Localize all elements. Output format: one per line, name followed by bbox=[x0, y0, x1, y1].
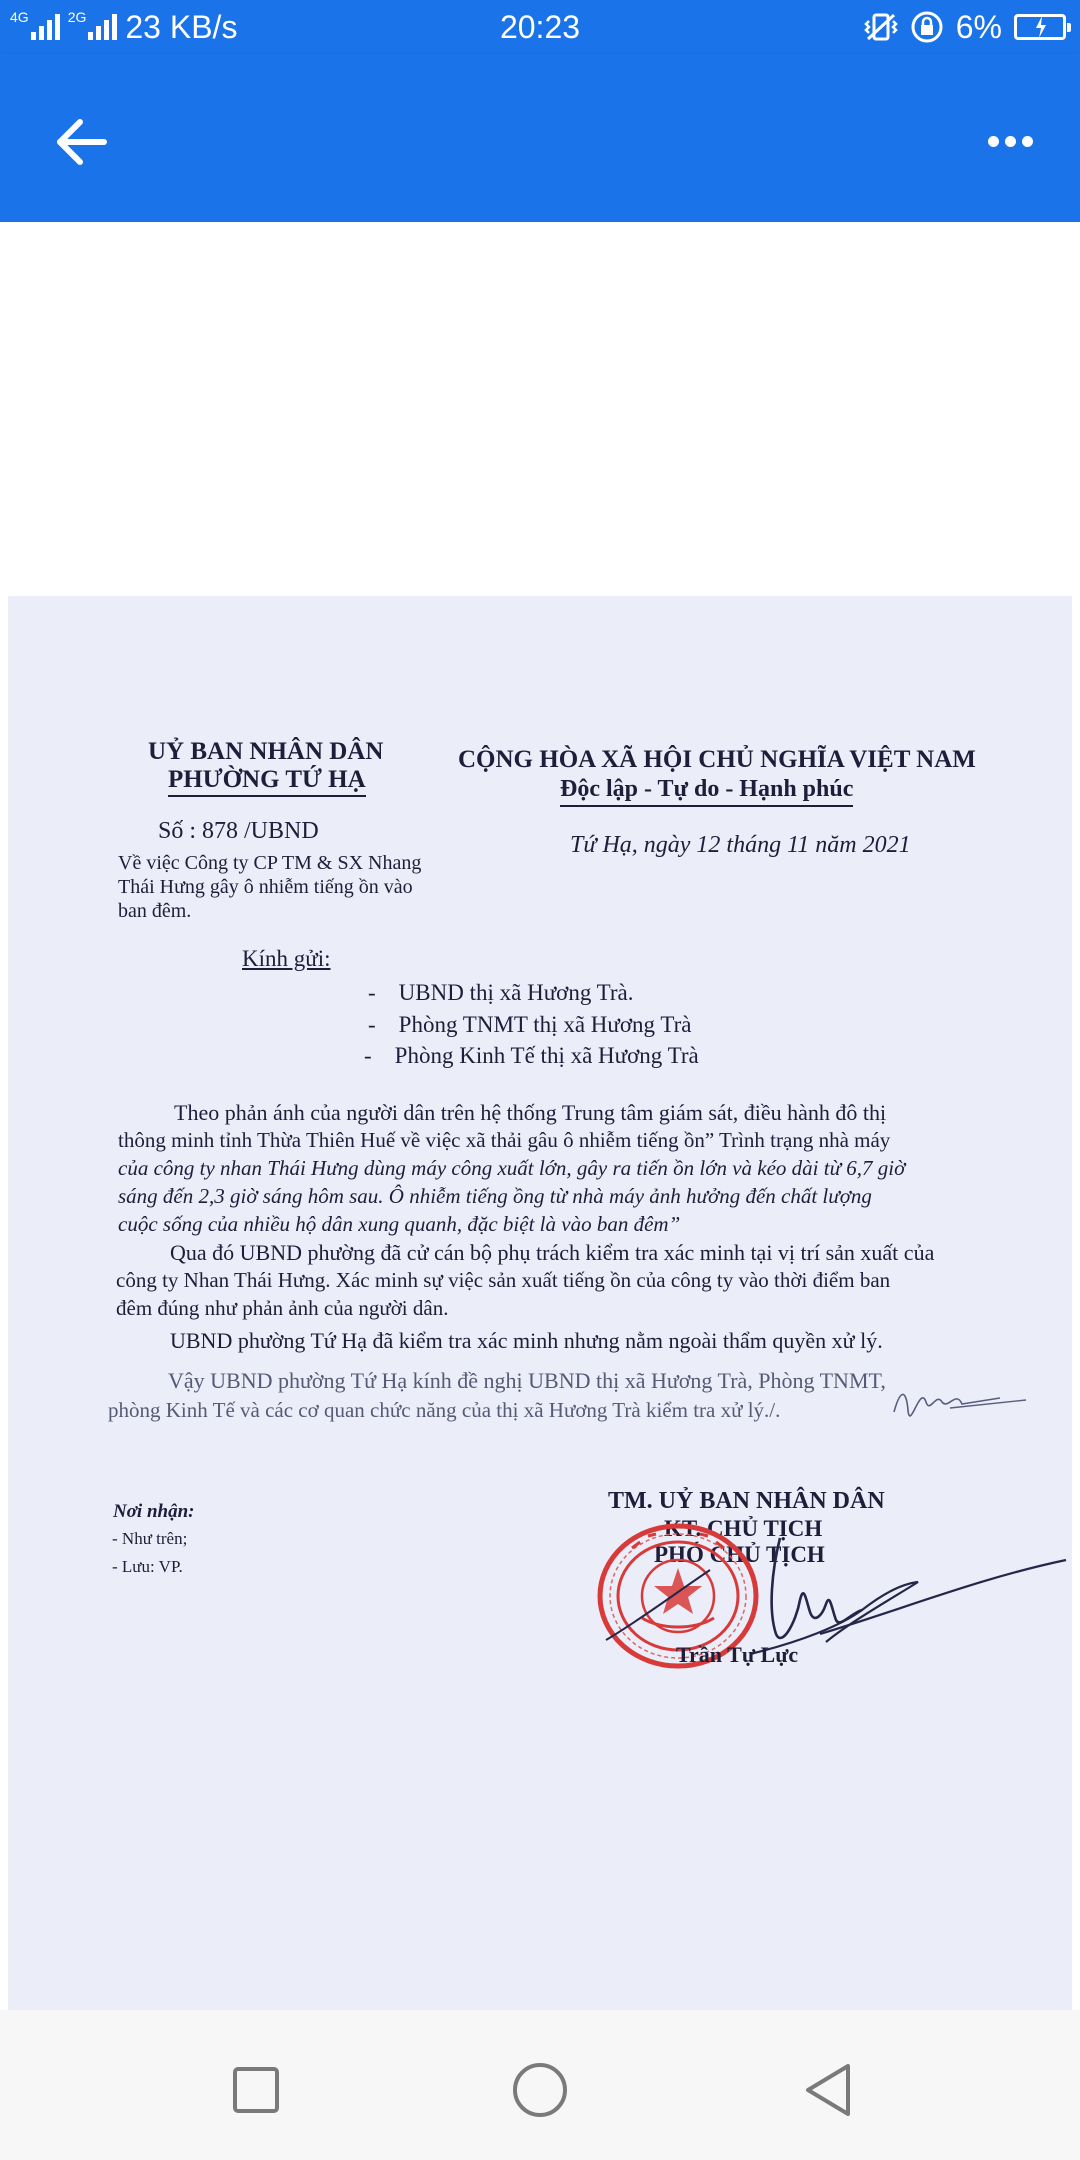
subject-line: Thái Hưng gây ô nhiễm tiếng ồn vào bbox=[118, 876, 413, 898]
network-4g-label: 4G bbox=[10, 9, 29, 25]
subject-line: Về việc Công ty CP TM & SX Nhang bbox=[118, 852, 422, 874]
signer-name: Trần Tự Lực bbox=[676, 1642, 799, 1667]
recipient-text: Phòng Kinh Tế thị xã Hương Trà bbox=[394, 1043, 699, 1068]
date-line: Tứ Hạ, ngày 12 tháng 11 năm 2021 bbox=[570, 832, 911, 858]
initial-scribble-icon bbox=[890, 1380, 1030, 1420]
handwritten-signature-icon bbox=[600, 1530, 1070, 1670]
body-line: cuộc sống của nhiều hộ dân xung quanh, đặc biệt là vào ban đêm” bbox=[118, 1212, 681, 1236]
more-options-button[interactable] bbox=[980, 116, 1040, 166]
system-nav-bar bbox=[0, 2010, 1080, 2160]
more-dot bbox=[1005, 136, 1016, 147]
square-recents-icon bbox=[216, 2050, 296, 2130]
circle-home-icon bbox=[500, 2050, 580, 2130]
recipient-text: UBND thị xã Hương Trà. bbox=[398, 980, 634, 1005]
body-line: Theo phản ánh của người dân trên hệ thống Trung tâm giám sát, điều hành đô thị bbox=[174, 1100, 887, 1125]
network-2g-label: 2G bbox=[67, 9, 87, 25]
back-button[interactable] bbox=[52, 112, 112, 172]
recents-button[interactable] bbox=[216, 2050, 296, 2130]
issuer-ward: PHƯỜNG TỨ HẠ bbox=[168, 766, 366, 797]
recipients-footer-item: - Lưu: VP. bbox=[112, 1557, 183, 1576]
body-line: phòng Kinh Tế và các cơ quan chức năng của thị xã Hương Trà kiểm tra xử lý./. bbox=[108, 1398, 781, 1422]
recipient-text: Phòng TNMT thị xã Hương Trà bbox=[398, 1012, 692, 1037]
recipients-footer-title: Nơi nhận: bbox=[113, 1501, 195, 1522]
issuer-name: UỶ BAN NHÂN DÂN bbox=[148, 738, 384, 765]
recipient-item: - Phòng TNMT thị xã Hương Trà bbox=[368, 1012, 692, 1037]
more-horizontal-icon bbox=[988, 136, 999, 147]
image-viewer[interactable] bbox=[0, 222, 1080, 2010]
body-line: công ty Nhan Thái Hưng. Xác minh sự việc sản xuất tiếng ồn của công ty vào thời điểm ban bbox=[116, 1268, 891, 1292]
body-line: sáng đến 2,3 giờ sáng hôm sau. Ô nhiễm tiếng ồng từ nhà máy ảnh hưởng đến chất lượng bbox=[118, 1184, 872, 1208]
clock: 20:23 bbox=[499, 8, 581, 45]
battery-percent: 6% bbox=[955, 8, 1002, 45]
body-line: của công ty nhan Thái Hưng dùng máy công xuất lớn, gây ra tiến ồn lớn và kéo dài từ 6,7 giờ bbox=[118, 1156, 906, 1180]
signature-block-line: KT. CHỦ TỊCH bbox=[664, 1516, 823, 1541]
signature-block-line: PHÓ CHỦ TỊCH bbox=[654, 1542, 825, 1567]
body-line: UBND phường Tứ Hạ đã kiểm tra xác minh nhưng nằm ngoài thẩm quyền xử lý. bbox=[170, 1328, 883, 1353]
triangle-back-icon bbox=[790, 2050, 870, 2130]
status-right bbox=[864, 0, 1066, 54]
signature-block-line: TM. UỶ BAN NHÂN DÂN bbox=[608, 1488, 885, 1514]
status-bar bbox=[0, 0, 1080, 54]
document-number: Số : 878 /UBND bbox=[158, 818, 319, 844]
body-line: đêm đúng như phản ảnh của người dân. bbox=[116, 1296, 449, 1320]
subject-line: ban đêm. bbox=[118, 900, 192, 922]
national-title: CỘNG HÒA XÃ HỘI CHỦ NGHĨA VIỆT NAM bbox=[458, 746, 976, 773]
vibrate-off-icon bbox=[864, 11, 898, 43]
body-line: Qua đó UBND phường đã cử cán bộ phụ trách kiểm tra xác minh tại vị trí sản xuất của bbox=[170, 1240, 935, 1265]
recipient-item: - UBND thị xã Hương Trà. bbox=[368, 980, 634, 1005]
recipients-footer-item: - Như trên; bbox=[112, 1529, 188, 1548]
body-line: Vậy UBND phường Tứ Hạ kính đề nghị UBND thị xã Hương Trà, Phòng TNMT, bbox=[168, 1368, 886, 1393]
more-dot bbox=[1022, 136, 1033, 147]
arrow-left-icon bbox=[52, 112, 112, 172]
greeting: Kính gửi: bbox=[242, 946, 331, 971]
rotation-lock-icon bbox=[910, 10, 944, 44]
home-button[interactable] bbox=[500, 2050, 580, 2130]
document-page bbox=[8, 596, 1072, 2102]
battery-icon bbox=[1014, 14, 1066, 40]
back-nav-button[interactable] bbox=[790, 2050, 870, 2130]
body-line: thông minh tỉnh Thừa Thiên Huế về việc xã thải gâu ô nhiễm tiếng ồn” Trình trạng nhà máy bbox=[118, 1128, 891, 1152]
app-bar bbox=[0, 54, 1080, 222]
network-speed: 23 KB/s bbox=[125, 8, 238, 45]
national-motto: Độc lập - Tự do - Hạnh phúc bbox=[560, 776, 853, 807]
recipient-item: - Phòng Kinh Tế thị xã Hương Trà bbox=[364, 1043, 699, 1068]
